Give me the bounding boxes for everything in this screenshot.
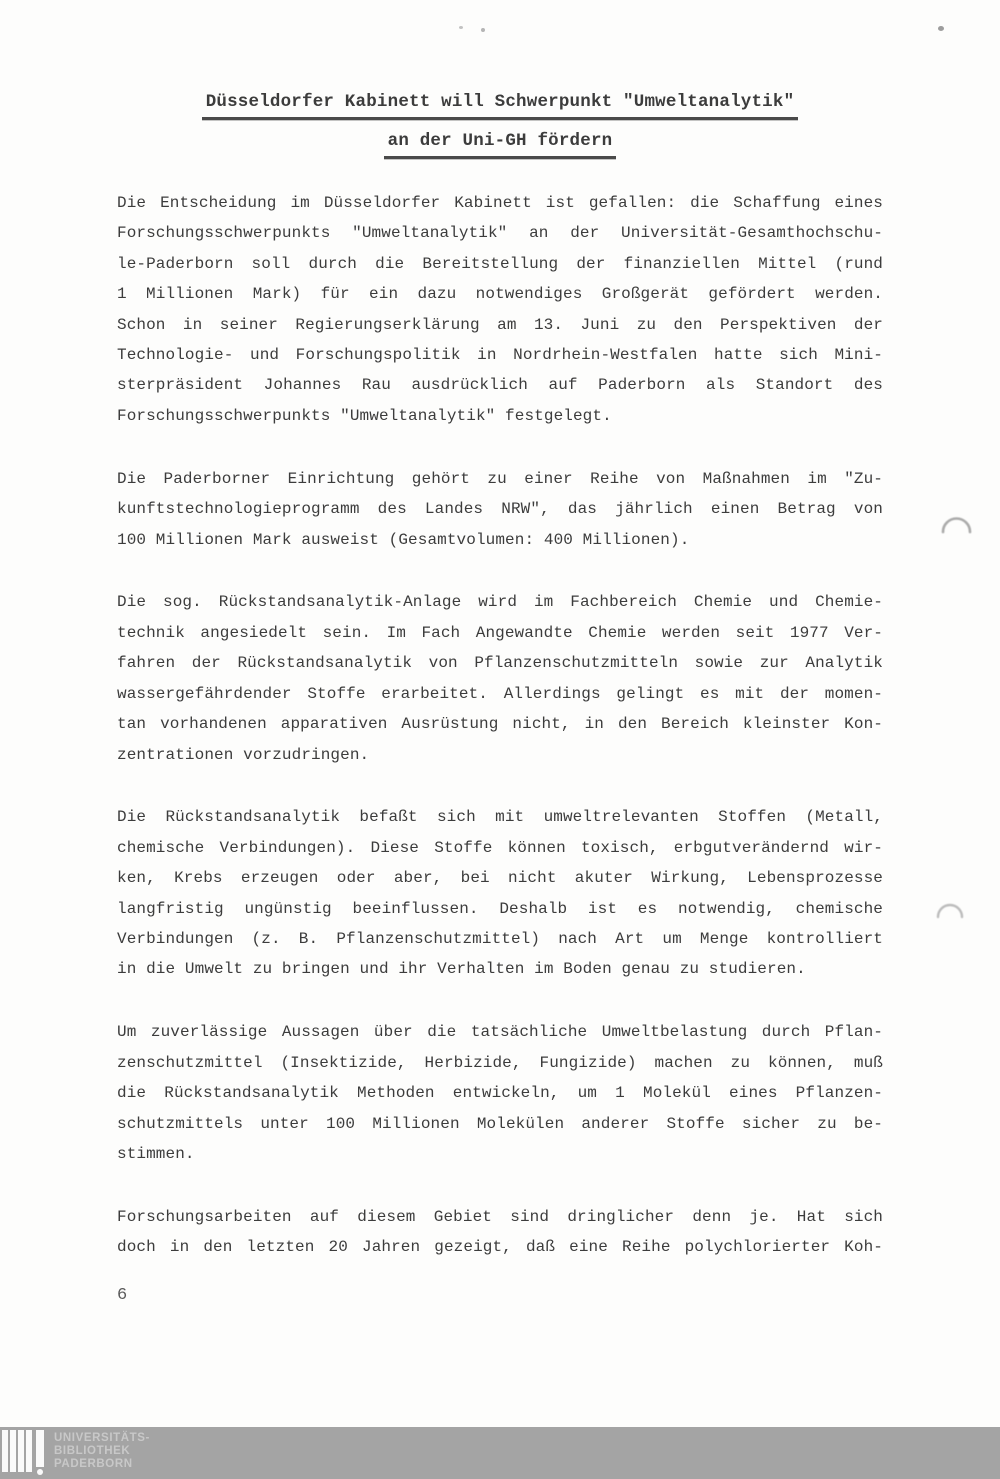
page-number: 6 — [117, 1286, 128, 1305]
text-line: Die sog. Rückstandsanalytik-Anlage wird im Fachbereich Chemie und Chemie- — [117, 593, 883, 612]
logo-bar — [18, 1430, 24, 1472]
library-name-line1: UNIVERSITÄTS- — [54, 1432, 150, 1444]
scan-speck — [481, 28, 485, 32]
text-line: Die Rückstandsanalytik befaßt sich mit umweltrelevanten Stoffen (Metall, — [117, 808, 883, 827]
paragraph — [117, 464, 883, 555]
scan-artifact-arc — [940, 512, 974, 536]
text-line: Die Entscheidung im Düsseldorfer Kabinett ist gefallen: die Schaffung eines — [117, 194, 883, 212]
logo-bar — [26, 1430, 32, 1472]
document-title-line1 — [117, 92, 883, 120]
text-line: zenschutzmittel (Insektizide, Herbizide, Fungizide) machen zu können, muß — [117, 1053, 883, 1072]
text-line: zentrationen vorzudringen. — [117, 745, 370, 764]
scan-speck — [459, 26, 463, 29]
library-watermark-bar — [0, 1427, 1000, 1479]
text-line: in die Umwelt zu bringen und ihr Verhalten im Boden genau zu studieren. — [117, 960, 806, 979]
paragraph — [117, 1202, 883, 1263]
text-line: Forschungsschwerpunkts "Umweltanalytik" festgelegt. — [117, 406, 612, 425]
text-line: Die Paderborner Einrichtung gehört zu einer Reihe von Maßnahmen im "Zu- — [117, 469, 883, 488]
text-line: die Rückstandsanalytik Methoden entwickeln, um 1 Molekül eines Pflanzen- — [117, 1084, 883, 1103]
paragraph — [117, 802, 883, 984]
library-name — [54, 1432, 150, 1470]
text-line: Um zuverlässige Aussagen über die tatsächliche Umweltbelastung durch Pflan- — [117, 1023, 883, 1042]
text-line: doch in den letzten 20 Jahren gezeigt, daß eine Reihe polychlorierter Koh- — [117, 1238, 883, 1257]
text-line: Forschungsschwerpunkts "Umweltanalytik" an der Universität-Gesamthochschu- — [117, 224, 883, 243]
paragraph — [117, 587, 883, 769]
text-line: kunftstechnologieprogramm des Landes NRW", das jährlich einen Betrag von — [117, 500, 883, 519]
text-line: technik angesiedelt sein. Im Fach Angewandte Chemie werden seit 1977 Ver- — [117, 623, 883, 642]
text-line: schutzmittels unter 100 Millionen Molekülen anderer Stoffe sicher zu be- — [117, 1114, 883, 1133]
text-line: fahren der Rückstandsanalytik von Pflanzenschutzmitteln sowie zur Analytik — [117, 654, 883, 673]
library-name-line2: BIBLIOTHEK — [54, 1444, 131, 1457]
text-line: 1 Millionen Mark) für ein dazu notwendiges Großgerät gefördert werden. — [117, 285, 883, 304]
logo-bar — [10, 1430, 16, 1472]
text-line: ken, Krebs erzeugen oder aber, bei nicht akuter Wirkung, Lebensprozesse — [117, 869, 883, 888]
text-line: Verbindungen (z. B. Pflanzenschutzmittel) nach Art um Menge kontrolliert — [117, 930, 883, 949]
text-line: chemische Verbindungen). Diese Stoffe können toxisch, erbgutverändernd wir- — [117, 838, 883, 857]
text-line: langfristig ungünstig beeinflussen. Deshalb ist es notwendig, chemische — [117, 899, 883, 918]
logo-bar — [2, 1430, 8, 1472]
scan-speck — [938, 26, 944, 31]
text-line: Forschungsarbeiten auf diesem Gebiet sind dringlicher denn je. Hat sich — [117, 1207, 883, 1226]
text-line: stimmen. — [117, 1144, 195, 1163]
paragraph — [117, 188, 883, 431]
logo-exclamation-bar — [36, 1430, 44, 1475]
university-library-logo-icon — [2, 1430, 44, 1476]
scan-artifact-arc — [935, 901, 966, 921]
text-line: wassergefährdender Stoffe erarbeitet. Allerdings gelingt es mit der momen- — [117, 684, 883, 703]
text-line: sterpräsident Johannes Rau ausdrücklich auf Paderborn als Standort des — [117, 376, 883, 395]
document-title — [117, 92, 883, 170]
body-paragraphs — [117, 188, 883, 1295]
text-line: Schon in seiner Regierungserklärung am 13. Juni zu den Perspektiven der — [117, 315, 883, 334]
text-line: tan vorhandenen apparativen Ausrüstung nicht, in den Bereich kleinster Kon- — [117, 715, 883, 734]
title-underlined-text: Düsseldorfer Kabinett will Schwerpunkt "Umweltanalytik" — [202, 92, 799, 120]
text-line: Technologie- und Forschungspolitik in Nordrhein-Westfalen hatte sich Mini- — [117, 346, 883, 365]
text-line: 100 Millionen Mark ausweist (Gesamtvolumen: 400 Millionen). — [117, 530, 690, 549]
title-underlined-text: an der Uni-GH fördern — [384, 131, 617, 159]
document-title-line2 — [117, 131, 883, 159]
library-name-line3: PADERBORN — [54, 1457, 133, 1470]
text-line: le-Paderborn soll durch die Bereitstellung der finanziellen Mittel (rund — [117, 254, 883, 273]
paragraph — [117, 1017, 883, 1169]
